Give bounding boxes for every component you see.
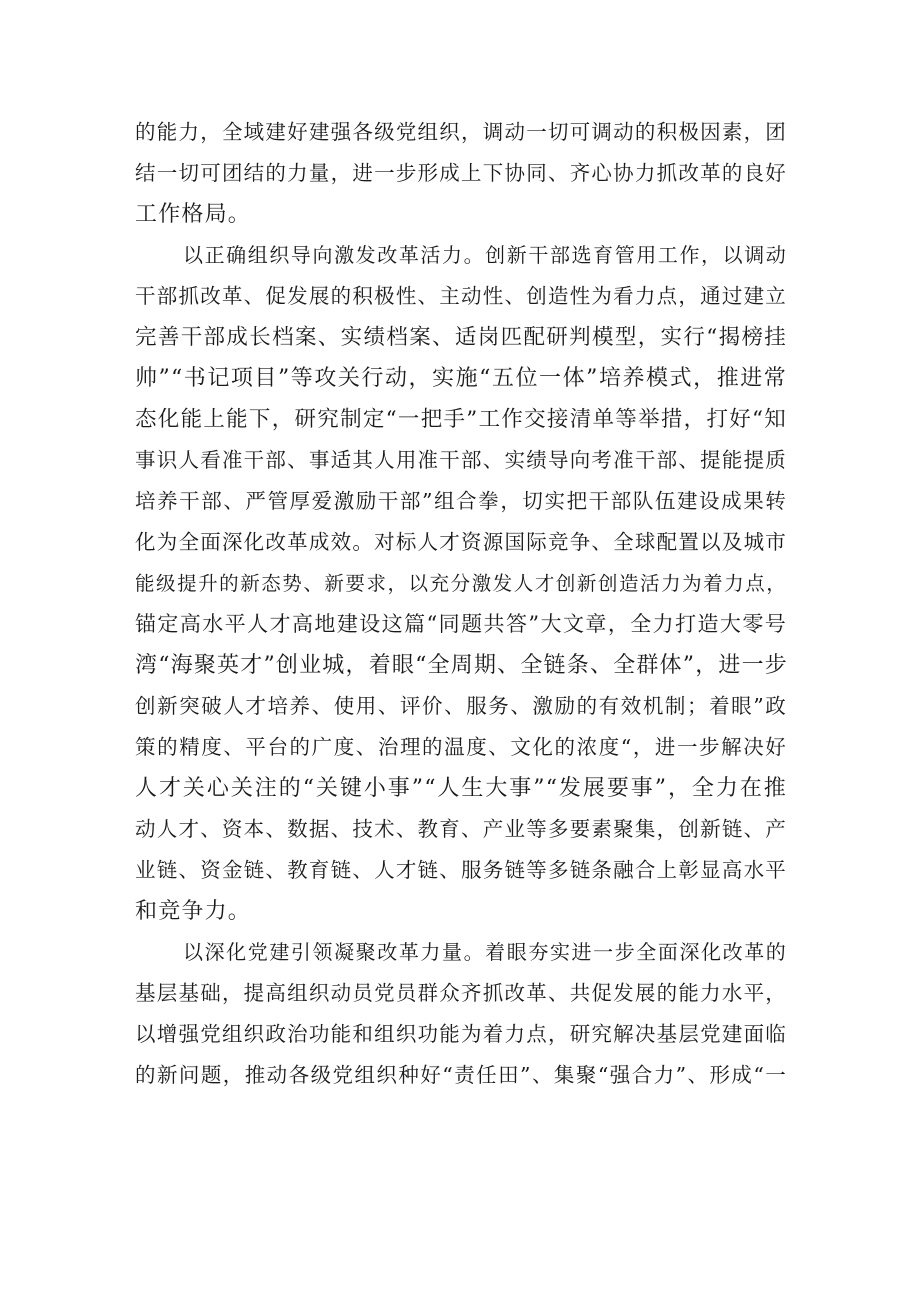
text-line: 和竞争力。	[135, 899, 252, 924]
text-line: 以增强党组织政治功能和组织功能为着力点，研究解决基层党建面临	[135, 1022, 787, 1046]
paragraph-heading-line: 以正确组织导向激发改革活力。创新干部选育管用工作，以调动	[183, 243, 787, 267]
text-line: 的新问题，推动各级党组织种好“责任田”、集聚“强合力”、形成“一	[135, 1063, 787, 1087]
text-line: 策的精度、平台的广度、治理的温度、文化的浓度“，进一步解决好	[135, 735, 787, 759]
paragraph-heading-line: 以深化党建引领凝聚改革力量。着眼夯实进一步全面深化改革的	[183, 940, 787, 964]
text-line: 化为全面深化改革成效。对标人才资源国际竞争、全球配置以及城市	[135, 530, 787, 554]
text-line: 基层基础，提高组织动员党员群众齐抓改革、共促发展的能力水平，	[135, 981, 787, 1005]
text-line: 干部抓改革、促发展的积极性、主动性、创造性为看力点，通过建立	[135, 284, 787, 308]
text-line: 培养干部、严管厚爱激励干部”组合拳，切实把干部队伍建设成果转	[135, 489, 787, 513]
text-line: 工作格局。	[135, 202, 252, 227]
text-line: 能级提升的新态势、新要求，以充分激发人才创新创造活力为着力点，	[135, 572, 787, 595]
text-line: 人才关心关注的“关键小事”“人生大事”“发展要事”，全力在推	[135, 776, 787, 801]
text-line: 事识人看准干部、事适其人用准干部、实绩导向考准干部、提能提质	[135, 448, 787, 472]
document-body	[135, 112, 787, 1096]
text-line: 创新突破人才培养、使用、评价、服务、激励的有效机制；着眼”政	[135, 694, 787, 718]
text-line: 帅”“书记项目”等攻关行动，实施“五位一体”培养模式，推进常	[135, 366, 787, 391]
text-line: 动人才、资本、数据、技术、教育、产业等多要素聚集，创新链、产	[135, 817, 787, 841]
text-line: 的能力，全域建好建强各级党组织，调动一切可调动的积极因素，团	[135, 120, 787, 144]
text-line: 湾“海聚英才”创业城，着眼“全周期、全链条、全群体”，进一步	[135, 653, 788, 678]
text-line: 锚定高水平人才高地建设这篇“同题共答”大文章，全力打造大零号	[135, 612, 787, 636]
text-line: 业链、资金链、教育链、人才链、服务链等多链条融合上彰显高水平	[135, 858, 787, 882]
text-line: 态化能上能下，研究制定“一把手”工作交接清单等举措，打好“知	[135, 407, 787, 432]
text-line: 结一切可团结的力量，进一步形成上下协同、齐心协力抓改革的良好	[135, 161, 787, 185]
text-line: 完善干部成长档案、实绩档案、适岗匹配研判模型，实行“揭榜挂	[135, 325, 787, 350]
